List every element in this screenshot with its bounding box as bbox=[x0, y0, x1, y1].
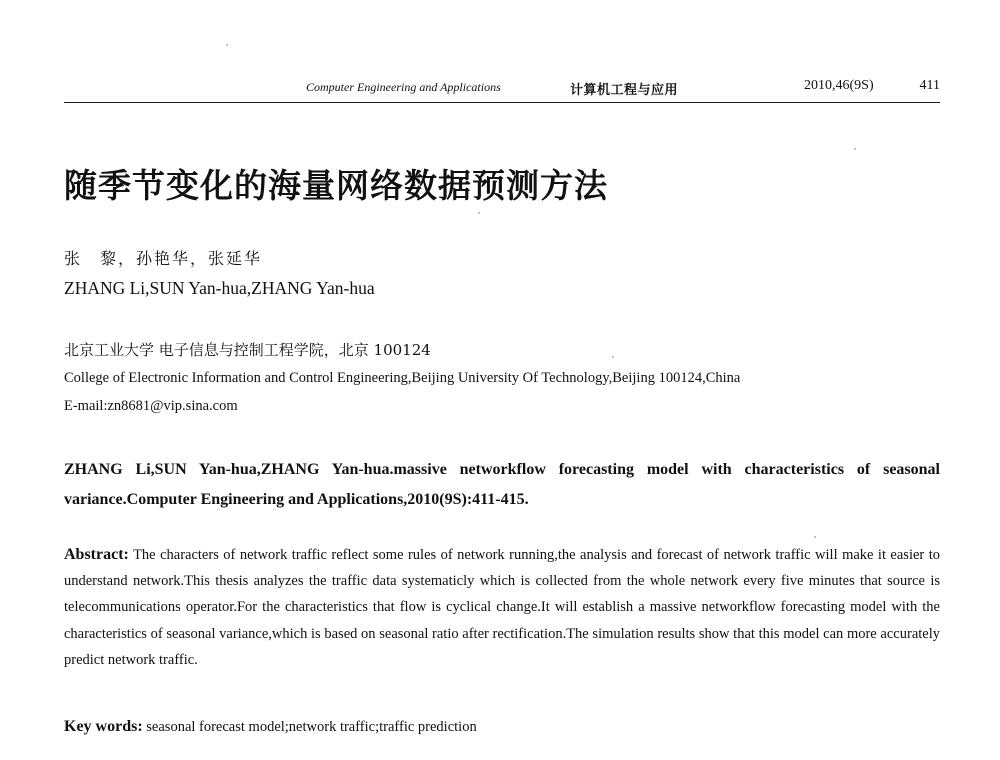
journal-name-en: Computer Engineering and Applications bbox=[306, 80, 501, 94]
abstract-label: Abstract: bbox=[64, 546, 129, 563]
scan-speck bbox=[854, 148, 856, 150]
journal-name-cn: 计算机工程与应用 bbox=[570, 83, 679, 98]
scan-speck bbox=[226, 44, 228, 46]
affiliation-cn: 北京工业大学 电子信息与控制工程学院，北京 100124 bbox=[64, 341, 431, 359]
affiliation-en: College of Electronic Information and Control Engineering,Beijing University Of Technology,Beijing 100124,China bbox=[64, 370, 741, 386]
issue-info: 2010,46(9S) bbox=[804, 78, 874, 93]
page-number: 411 bbox=[919, 78, 940, 93]
running-header bbox=[64, 78, 940, 103]
scan-speck bbox=[612, 356, 614, 358]
abstract-block bbox=[64, 542, 940, 673]
scan-speck bbox=[478, 212, 480, 214]
authors-en: ZHANG Li,SUN Yan-hua,ZHANG Yan-hua bbox=[64, 278, 375, 298]
keywords-text: seasonal forecast model;network traffic;traffic prediction bbox=[146, 719, 477, 735]
citation-block: ZHANG Li,SUN Yan-hua,ZHANG Yan-hua.massive networkflow forecasting model with characteristics of seasonal variance.Computer Engineering and Applications,2010(9S):411-415. bbox=[64, 461, 940, 508]
author-email: E-mail:zn8681@vip.sina.com bbox=[64, 398, 238, 414]
keywords-label: Key words: bbox=[64, 718, 143, 735]
paper-title-cn: 随季节变化的海量网络数据预测方法 bbox=[64, 166, 608, 205]
scan-speck bbox=[814, 536, 816, 538]
keywords-block bbox=[64, 718, 477, 736]
abstract-text: The characters of network traffic reflect some rules of network running,the analysis and forecast of network traffic will make it easier to understand network.This thesis analyzes the traffic data systematicly which is collected from the whole network every five minutes that source is telecommunications operator.For the characteristics that flow is cyclical change.It will establish a massive networkflow forecasting model with the characteristics of seasonal variance,which is based on seasonal ratio after rectification.The simulation results show that this model can more accurately predict network traffic. bbox=[64, 547, 940, 668]
authors-cn: 张 黎，孙艳华，张延华 bbox=[64, 249, 263, 268]
